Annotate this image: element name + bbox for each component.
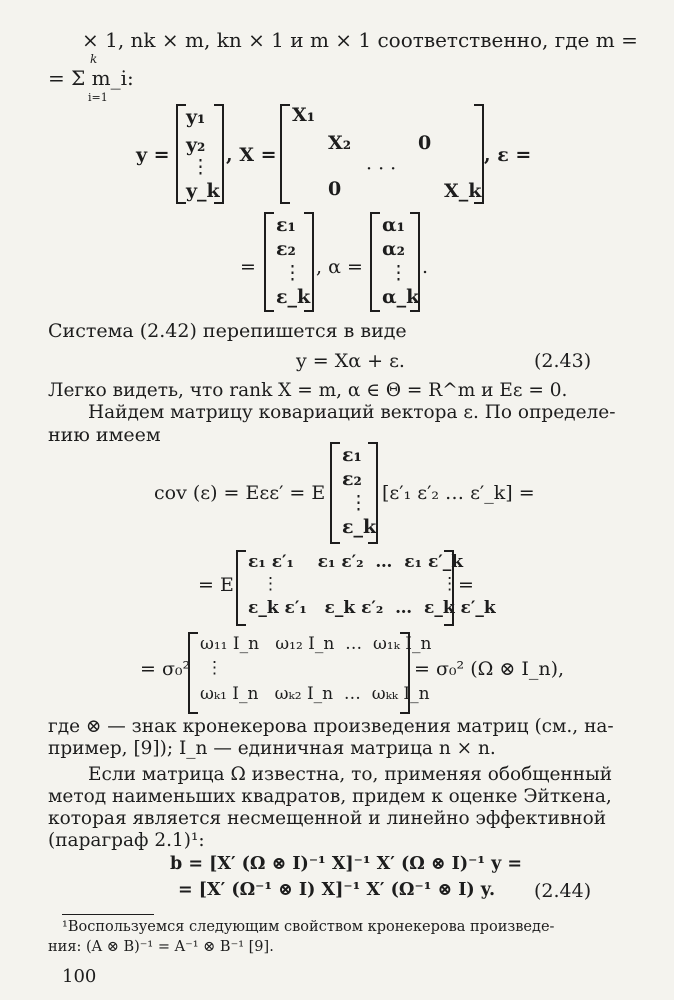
eps-eq: = (240, 256, 256, 278)
esli-line-2: метод наименьших квадратов, придем к оценке Эйткена, (48, 786, 612, 807)
sigma-left: = σ₀² (140, 658, 191, 680)
mat3-row-1: ω₁₁ I_n ω₁₂ I_n … ω₁ₖ I_n (200, 634, 432, 654)
eps-vec-2: ε₂ (276, 238, 296, 260)
mat2-end: = (458, 574, 474, 596)
cov-vec-dots: ⋮ (349, 492, 368, 514)
sistema-line: Система (2.42) перепишется в виде (48, 320, 407, 342)
y-vec-2: y₂ (186, 134, 206, 156)
page-number: 100 (62, 966, 97, 987)
mat3-bracket-right (400, 632, 410, 714)
eps-vec-1: ε₁ (276, 214, 296, 236)
footnote-line-2: ния: (A ⊗ B)⁻¹ = A⁻¹ ⊗ B⁻¹ [9]. (48, 939, 274, 955)
mat2-bracket-left (236, 550, 246, 626)
cov-vec-2: ε₂ (342, 468, 362, 490)
alpha-vec-k: α_k (382, 286, 420, 308)
mat2-row-k: ε_k ε′₁ ε_k ε′₂ … ε_k ε′_k (248, 598, 496, 618)
eps-label: , ε = (484, 144, 532, 166)
mat3-row-dots: ⋮ (206, 658, 223, 678)
y-bracket-left (176, 104, 186, 204)
alpha-vec-dots: ⋮ (389, 262, 408, 284)
esli-line-4: (параграф 2.1)¹: (48, 830, 205, 851)
eps-vec-k: ε_k (276, 286, 311, 308)
text-line-1: × 1, nk × m, kn × 1 и m × 1 соответственно, где m = (82, 28, 638, 52)
eq-2-44-line-1: b = [X′ (Ω ⊗ I)⁻¹ X]⁻¹ X′ (Ω ⊗ I)⁻¹ y = (170, 854, 523, 874)
y-vec-1: y₁ (186, 106, 206, 128)
X-dots: · · · (366, 158, 397, 180)
mat2-row-dots: ⋮ ⋮ (262, 574, 459, 594)
cov-right: [ε′₁ ε′₂ … ε′_k] = (382, 482, 535, 504)
y-vec-k: y_k (186, 180, 220, 202)
cov-bracket-right (368, 442, 378, 544)
mat3-row-k: ωₖ₁ I_n ωₖ₂ I_n … ωₖₖ I_n (200, 684, 430, 704)
cov-vec-k: ε_k (342, 516, 377, 538)
X-diag-k: X_k (444, 180, 482, 202)
X-zero-upper: 0 (418, 132, 432, 154)
mat3-bracket-left (188, 632, 198, 714)
sum-expression: = Σ m_i: (48, 66, 134, 90)
y-bracket-right (214, 104, 224, 204)
X-bracket-right (474, 104, 484, 204)
eps-vec-dots: ⋮ (283, 262, 302, 284)
alpha-period: . (422, 256, 429, 278)
naydem-line-1: Найдем матрицу ковариаций вектора ε. По определе- (88, 402, 616, 423)
alpha-vec-1: α₁ (382, 214, 405, 236)
eq-2-44-number: (2.44) (534, 880, 592, 902)
alpha-vec-2: α₂ (382, 238, 405, 260)
cov-left: cov (ε) = Eεε′ = E (154, 482, 326, 504)
alpha-bracket-right (410, 212, 420, 312)
eq-2-43-number: (2.43) (534, 350, 592, 372)
cov-vec-1: ε₁ (342, 444, 362, 466)
X-label: , X = (226, 144, 277, 166)
eps-bracket-left (264, 212, 274, 312)
eq-2-43: y = Xα + ε. (296, 350, 405, 372)
eq-2-44-line-2: = [X′ (Ω⁻¹ ⊗ I) X]⁻¹ X′ (Ω⁻¹ ⊗ I) y. (178, 880, 496, 900)
gde-line-1: где ⊗ — знак кронекерова произведения матриц (см., на- (48, 716, 614, 737)
X-diag-2: X₂ (328, 132, 352, 154)
esli-line-3: которая является несмещенной и линейно эффективной (48, 808, 607, 829)
footnote-rule (62, 914, 154, 915)
legko-line: Легко видеть, что rank X = m, α ∈ Θ = R^m и Eε = 0. (48, 380, 568, 401)
sum-lower-limit: i=1 (88, 91, 108, 104)
cov-bracket-left (330, 442, 340, 544)
alpha-label: , α = (316, 256, 363, 278)
naydem-line-2: нию имеем (48, 424, 161, 446)
X-diag-1: X₁ (292, 104, 316, 126)
footnote-line-1: ¹Воспользуемся следующим свойством кронекерова произведе- (62, 919, 555, 935)
sum-upper-limit: k (90, 52, 98, 66)
y-label: y = (136, 144, 170, 166)
sigma-right: = σ₀² (Ω ⊗ I_n), (414, 658, 565, 680)
mat2-row-1: ε₁ ε′₁ ε₁ ε′₂ … ε₁ ε′_k (248, 552, 464, 572)
X-zero-lower: 0 (328, 178, 342, 200)
y-vec-dots: ⋮ (191, 156, 210, 178)
alpha-bracket-left (370, 212, 380, 312)
eq-E: = E (198, 574, 234, 596)
mat2-bracket-right (444, 550, 454, 626)
gde-line-2: пример, [9]); I_n — единичная матрица n × n. (48, 738, 496, 759)
X-bracket-left (280, 104, 290, 204)
eps-bracket-right (304, 212, 314, 312)
esli-line-1: Если матрица Ω известна, то, применяя обобщенный (88, 764, 613, 785)
